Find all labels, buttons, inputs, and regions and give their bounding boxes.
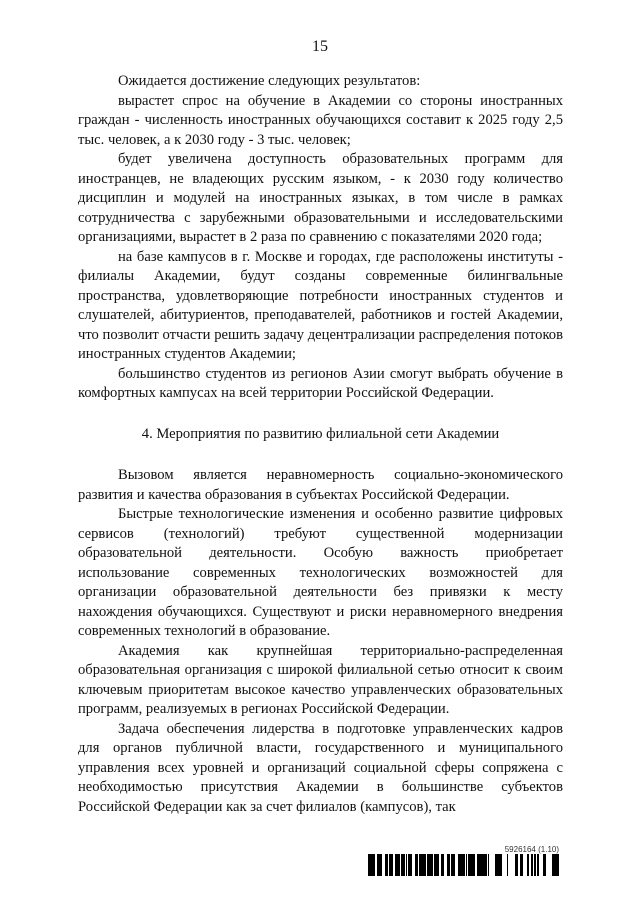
paragraph-academy-priorities: Академия как крупнейшая территориально-распределенная образовательная организация с широкой филиальной сетью относит к своим ключевым приоритетам высокое качество управленческих образовательных программ, реализуемых в регионах Российской Федерации. <box>78 642 563 717</box>
section-heading: 4. Мероприятия по развитию филиальной сети Академии <box>141 425 500 442</box>
document-code: 5926164 (1.10) <box>504 845 559 854</box>
paragraph-bilingual-spaces: на базе кампусов в г. Москве и городах, где расположены институты - филиалы Академии, будут созданы современные билингвальные пространства, удовлетворяющие потребности иностранных студентов и слушателей, абитуриентов, преподавателей, работников и гостей Академии, что позволит отчасти решить задачу децентрализации распределения потоков иностранных студентов Академии; <box>78 248 563 362</box>
barcode-image <box>368 854 562 876</box>
paragraph-tech-changes: Быстрые технологические изменения и особенно развитие цифровых сервисов (технологий) требуют существенной модернизации образовательной деятельности. Особую важность приобретает использование современных технологических возможностей для организации образовательной деятельности без привязки к месту нахождения обучающихся. Существуют и риски неравномерного внедрения современных технологий в образование. <box>78 506 563 639</box>
paragraph-challenge: Вызовом является неравномерность социально-экономического развития и качества образования в субъектах Российской Федерации. <box>78 467 563 503</box>
paragraph-foreign-demand: вырастет спрос на обучение в Академии со стороны иностранных граждан - численность иностранных обучающихся составит к 2025 году 2,5 тыс. человек, а к 2030 году - 3 тыс. человек; <box>78 92 563 148</box>
paragraph-asia-students: большинство студентов из регионов Азии смогут выбрать обучение в комфортных кампусах на всей территории Российской Федерации. <box>78 365 563 401</box>
paragraph-leadership-task: Задача обеспечения лидерства в подготовке управленческих кадров для органов публичной власти, государственного и муниципального управления всех уровней и организаций социальной сферы сопряжена с необходимостью присутствия Академии в большинстве субъектов Российской Федерации как за счет филиалов (кампусов), так <box>78 720 563 815</box>
page-number: 15 <box>312 38 328 55</box>
document-body <box>78 72 563 817</box>
paragraph-program-access: будет увеличена доступность образовательных программ для иностранцев, не владеющих русским языком, - к 2030 году количество дисциплин и модулей на иностранных языках, в том числе в рамках сотрудничества с зарубежными образовательными и исследовательскими организациями, вырастет в 2 раза по сравнению с показателями 2020 года; <box>78 151 563 245</box>
paragraph-results-intro: Ожидается достижение следующих результатов: <box>118 73 421 89</box>
